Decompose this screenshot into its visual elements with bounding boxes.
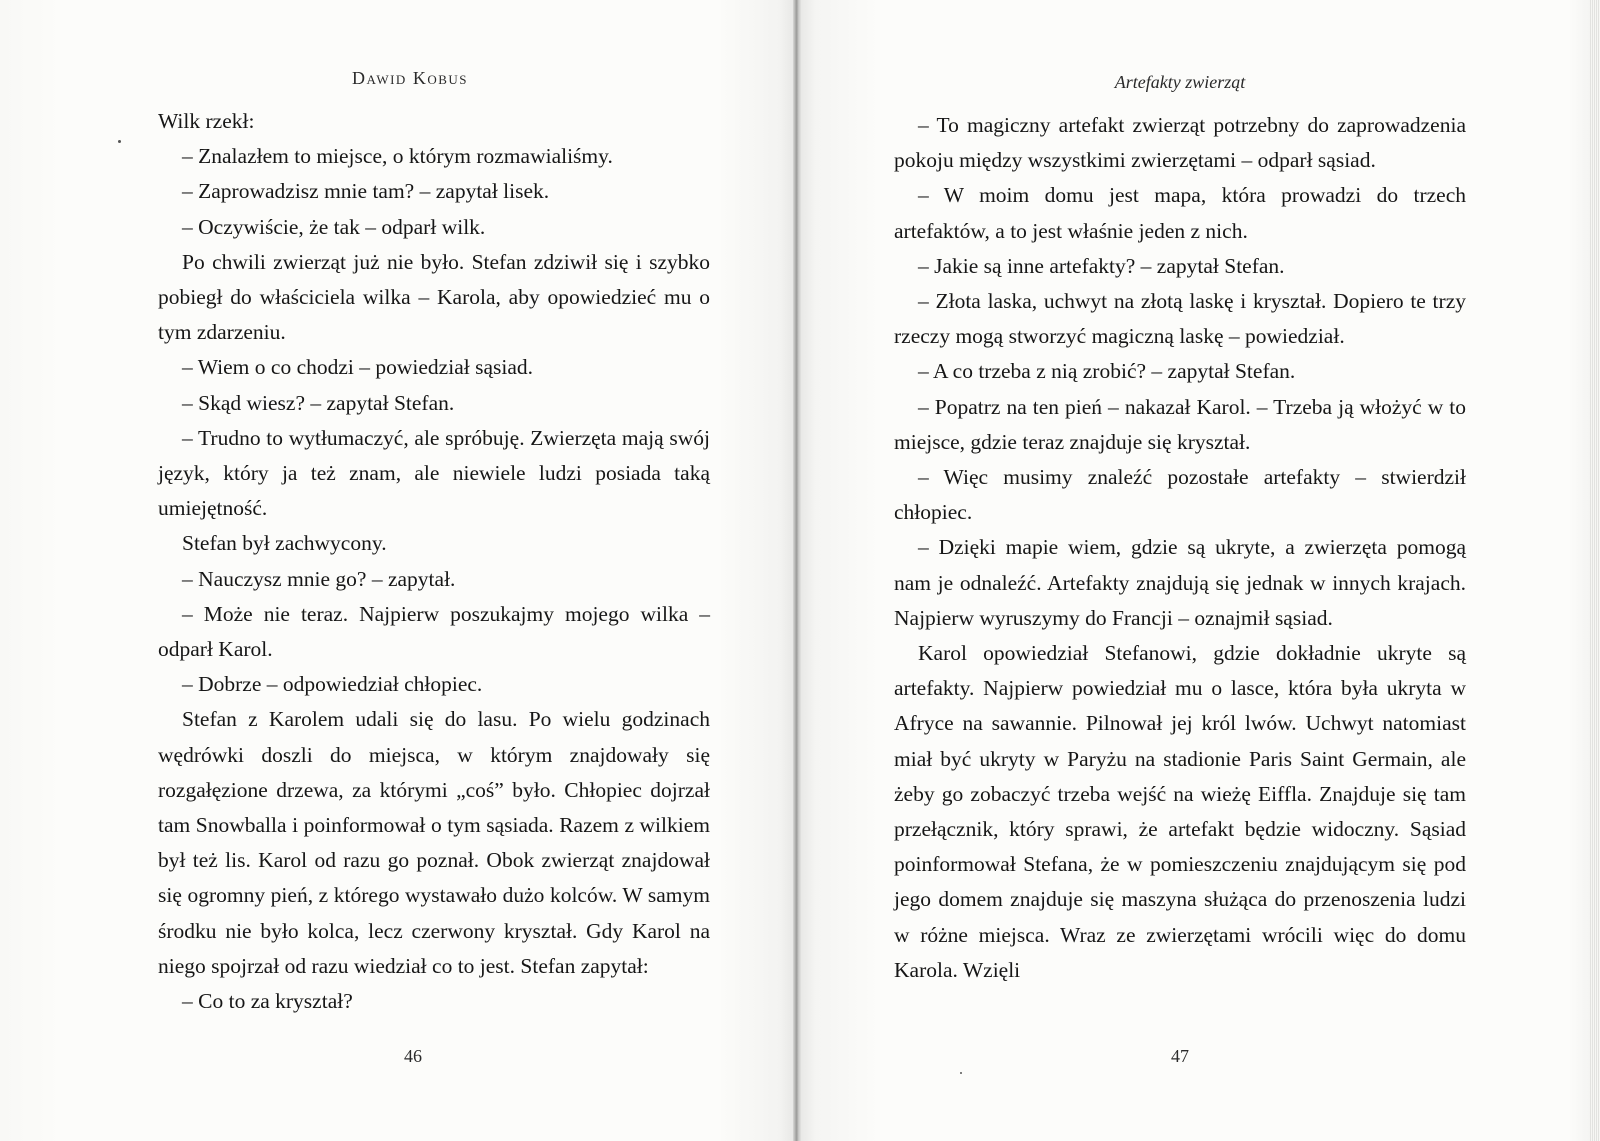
paragraph: – Popatrz na ten pień – nakazał Karol. – Trzeba ją włożyć w to miejsce, gdzie teraz znajduje się kryształ. xyxy=(894,394,1466,454)
paragraph: – W moim domu jest mapa, która prowadzi do trzech artefaktów, a to jest właśnie jeden z nich. xyxy=(894,183,1466,243)
paragraph: – Znalazłem to miejsce, o którym rozmawialiśmy. xyxy=(182,144,613,169)
paragraph: – Co to za kryształ? xyxy=(182,989,353,1014)
paragraph: – To magiczny artefakt zwierząt potrzebny do zaprowadzenia pokoju między wszystkimi zwierzętami – odparł sąsiad. xyxy=(894,113,1466,173)
page-number-right: 47 xyxy=(1171,1046,1189,1066)
paragraph: – A co trzeba z nią zrobić? – zapytał Stefan. xyxy=(918,359,1296,384)
print-speck xyxy=(118,140,121,143)
paragraph: Stefan z Karolem udali się do lasu. Po wielu godzinach wędrówki doszli do miejsca, w którym znajdowały się rozgałęzione drzewa, za którymi „coś” było. Chłopiec dojrzał tam Snowballa i poinformował o tym sąsiada. Razem z wilkiem był też lis. Karol od razu go poznał. Obok zwierząt znajdował się ogromny pień, z którego wystawało dużo kolców. W samym środku nie było kolca, lecz czerwony kryształ. Gdy Karol na niego spojrzał od razu wiedział co to jest. Stefan zapytał: xyxy=(158,707,710,978)
paragraph: Karol opowiedział Stefanowi, gdzie dokładnie ukryte są artefakty. Najpierw powiedział mu o lasce, która była ukryta w Afryce na sawannie. Pilnował jej król lwów. Uchwyt natomiast miał być ukryty w Paryżu na stadionie Paris Saint Germain, ale żeby go zobaczyć trzeba wejść na wieżę Eiffla. Znajduje się tam przełącznik, który sprawi, że artefakt będzie widoczny. Sąsiad poinformował Stefana, że w pomieszczeniu znajdującym się pod jego domem znajduje się maszyna służąca do przenoszenia ludzi w różne miejsca. Wraz ze zwierzętami wrócili więc do domu Karola. Wzięli xyxy=(894,641,1466,982)
paragraph: Po chwili zwierząt już nie było. Stefan zdziwił się i szybko pobiegł do właściciela wilka – Karola, aby opowiedzieć mu o tym zdarzeniu. xyxy=(158,249,710,345)
paragraph: – Trudno to wytłumaczyć, ale spróbuję. Zwierzęta mają swój język, który ja też znam, ale niewiele ludzi posiada taką umiejętność. xyxy=(158,425,710,521)
paragraph: Wilk rzekł: xyxy=(158,109,255,133)
paragraph: – Oczywiście, że tak – odparł wilk. xyxy=(182,214,486,239)
paragraph: – Wiem o co chodzi – powiedział sąsiad. xyxy=(182,355,534,380)
book-gutter xyxy=(793,0,801,1141)
paragraph: – Zaprowadzisz mnie tam? – zapytał lisek. xyxy=(182,179,550,204)
paragraph: – Jakie są inne artefakty? – zapytał Stefan. xyxy=(918,253,1285,278)
paragraph: Stefan był zachwycony. xyxy=(182,531,387,556)
page-number-left: 46 xyxy=(404,1046,422,1066)
right-page xyxy=(800,0,1600,1141)
paragraph: – Skąd wiesz? – zapytał Stefan. xyxy=(182,390,455,415)
paragraph: – Złota laska, uchwyt na złotą laskę i kryształ. Dopiero te trzy rzeczy mogą stworzyć magiczną laskę – powiedział. xyxy=(894,289,1466,349)
running-head-author: Dawid Kobus xyxy=(351,68,468,88)
left-page-text xyxy=(158,104,710,1019)
paragraph: – Więc musimy znaleźć pozostałe artefakty – stwierdził chłopiec. xyxy=(894,465,1466,525)
page-edge xyxy=(1590,0,1600,1141)
running-head-title: Artefakty zwierząt xyxy=(1114,72,1246,92)
paragraph: – Dzięki mapie wiem, gdzie są ukryte, a zwierzęta pomogą nam je odnaleźć. Artefakty znajdują się jednak w innych krajach. Najpierw wyruszymy do Francji – oznajmił sąsiad. xyxy=(894,535,1466,630)
right-page-text xyxy=(894,108,1466,988)
left-page xyxy=(0,0,796,1141)
paragraph: – Może nie teraz. Najpierw poszukajmy mojego wilka – odparł Karol. xyxy=(158,601,710,662)
print-speck xyxy=(960,1072,962,1074)
paragraph: – Nauczysz mnie go? – zapytał. xyxy=(182,566,456,591)
paragraph: – Dobrze – odpowiedział chłopiec. xyxy=(182,672,483,697)
